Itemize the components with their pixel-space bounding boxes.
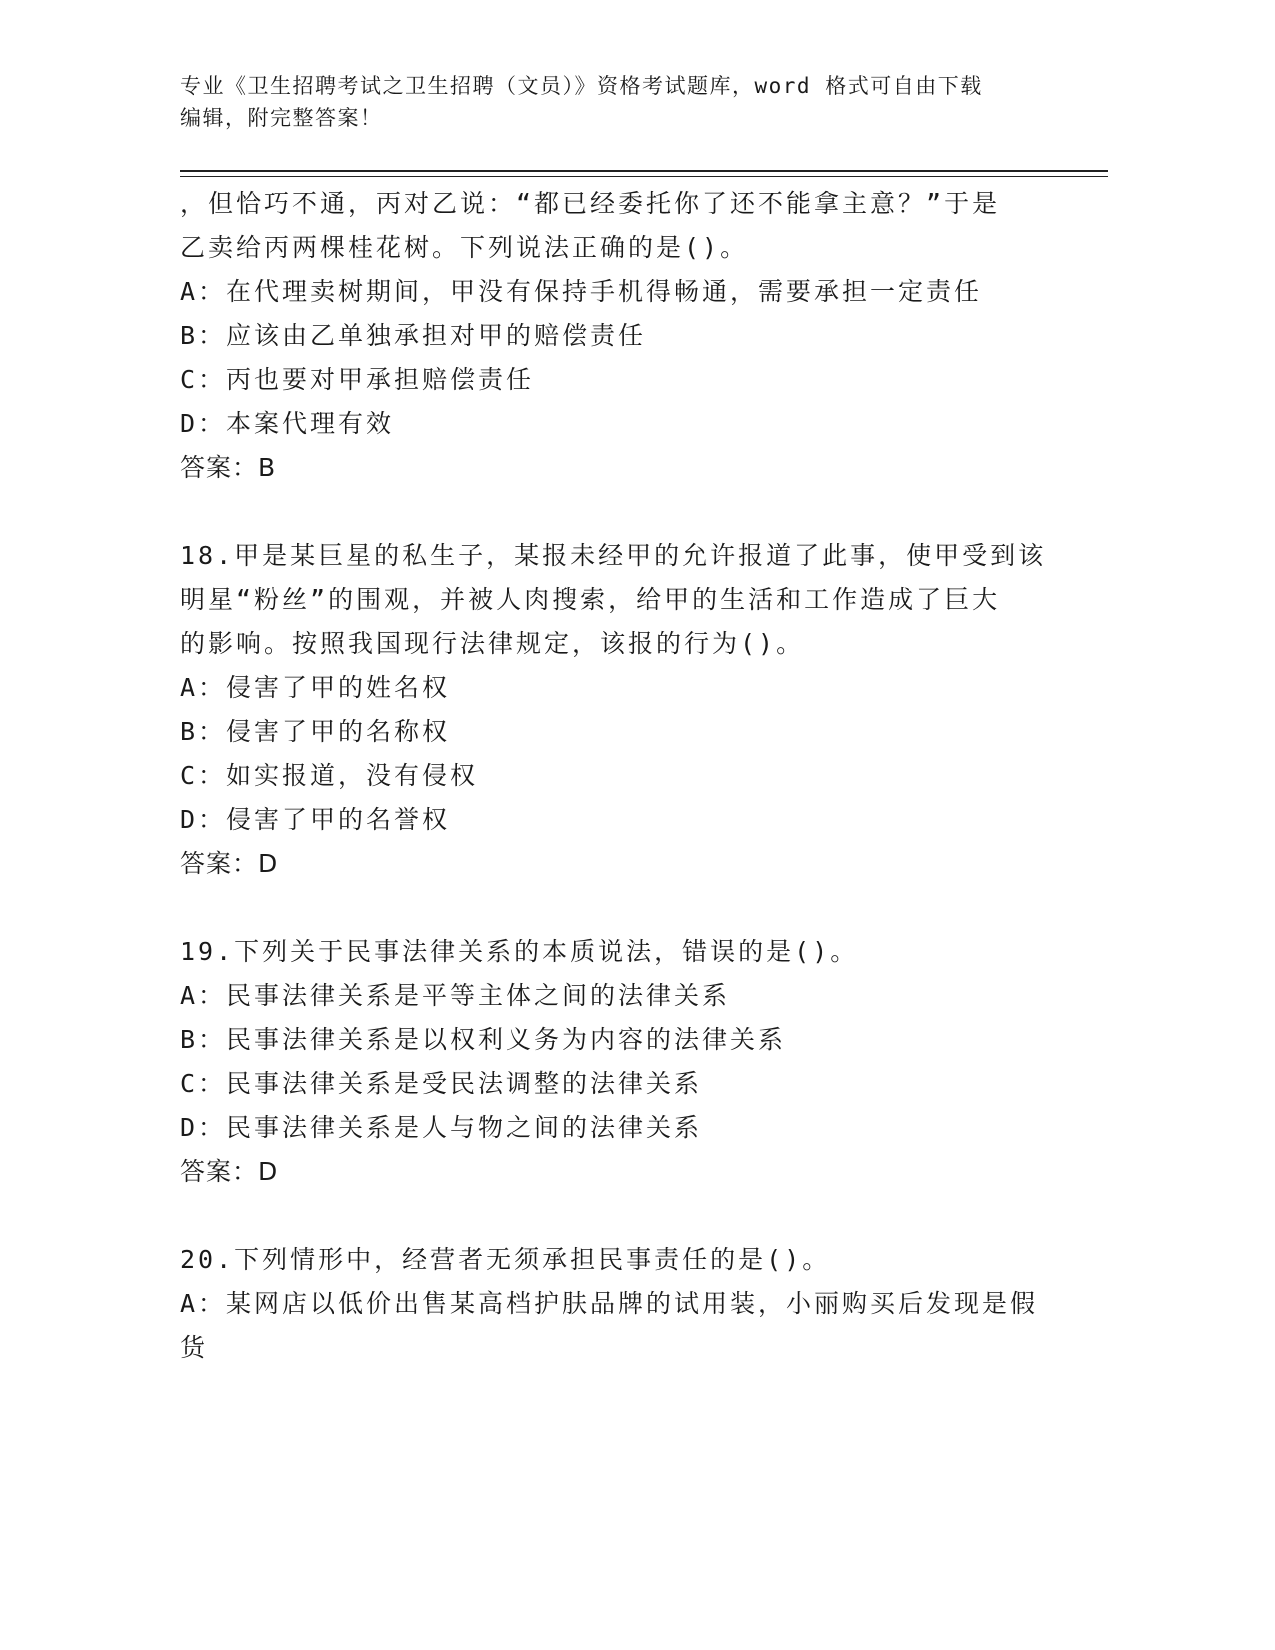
- question-17: [180, 182, 1050, 490]
- question-text-line: 乙卖给丙两棵桂花树。下列说法正确的是()。: [180, 233, 749, 262]
- option-a-continued: 货: [180, 1333, 209, 1362]
- spacer: [180, 886, 1050, 930]
- option-b: B：民事法律关系是以权利义务为内容的法律关系: [180, 1025, 787, 1054]
- spacer: [180, 490, 1050, 534]
- option-d: D：侵害了甲的名誉权: [180, 805, 451, 834]
- question-text-line: 明星“粉丝”的围观，并被人肉搜索，给甲的生活和工作造成了巨大: [180, 585, 1001, 614]
- option-a: A：某网店以低价出售某高档护肤品牌的试用装，小丽购买后发现是假: [180, 1289, 1039, 1318]
- option-d: D：本案代理有效: [180, 409, 395, 438]
- option-c: C：丙也要对甲承担赔偿责任: [180, 365, 535, 394]
- header-divider-thin: [180, 176, 1108, 177]
- answer-line: 答案：D: [180, 1157, 279, 1186]
- option-a: A：侵害了甲的姓名权: [180, 673, 451, 702]
- spacer: [180, 1194, 1050, 1238]
- header-divider-thick: [180, 170, 1108, 172]
- option-b: B：侵害了甲的名称权: [180, 717, 451, 746]
- question-text-line: 的影响。按照我国现行法律规定，该报的行为()。: [180, 629, 805, 658]
- question-text-line: 18.甲是某巨星的私生子，某报未经甲的允许报道了此事，使甲受到该: [180, 541, 1047, 570]
- document-header: [180, 70, 1060, 134]
- option-b: B：应该由乙单独承担对甲的赔偿责任: [180, 321, 647, 350]
- question-text-line: ，但恰巧不通，丙对乙说：“都已经委托你了还不能拿主意？”于是: [180, 189, 1001, 218]
- answer-line: 答案：D: [180, 849, 279, 878]
- option-c: C：如实报道，没有侵权: [180, 761, 479, 790]
- question-text-line: 20.下列情形中，经营者无须承担民事责任的是()。: [180, 1245, 831, 1274]
- option-a: A：在代理卖树期间，甲没有保持手机得畅通，需要承担一定责任: [180, 277, 983, 306]
- question-18: [180, 534, 1050, 886]
- question-20: [180, 1238, 1050, 1370]
- option-a: A：民事法律关系是平等主体之间的法律关系: [180, 981, 731, 1010]
- question-text-line: 19.下列关于民事法律关系的本质说法，错误的是()。: [180, 937, 859, 966]
- header-title-line-1: 专业《卫生招聘考试之卫生招聘（文员）》资格考试题库，word 格式可自由下载: [180, 74, 983, 98]
- header-title-line-2: 编辑，附完整答案！: [180, 106, 383, 130]
- question-19: [180, 930, 1050, 1194]
- option-d: D：民事法律关系是人与物之间的法律关系: [180, 1113, 703, 1142]
- option-c: C：民事法律关系是受民法调整的法律关系: [180, 1069, 703, 1098]
- answer-line: 答案：B: [180, 453, 277, 482]
- document-body: [180, 182, 1050, 1370]
